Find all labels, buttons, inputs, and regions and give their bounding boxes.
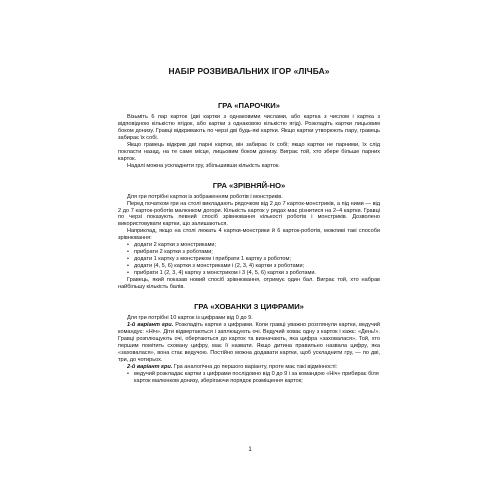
variant-text: Розкладіть картки з цифрами. Коли гравці уважно розглянули картки, ведучий командує: «Ніч». Діти відвертаються і заплющують очі. Ведучий ховає одну з карток і кажє: «День!». Гравці розплющують очі, обертаються до карток та визначають, яка цифра «заховалася». Той, хто першим помітить сховану цифру, має її назвати. Якщо дитина правильно назвала цифру, яка «заховалася», вона стає ведучою. Постійно можна додавати картки, щоб ускладнити гру, — по дві, три, до чотирьох.	[118, 321, 380, 363]
game-title-khovanky: ГРА «ХОВАНКИ З ЦИФРАМИ»	[194, 301, 304, 311]
paragraph: Візьміть 6 пар карток (дві картки з однаковими числами, або картка з числом і картка з відповідною кількістю ягідок, або картки з однаковою кількістю ягід). Розкладіть картки лицьовим боком донизу. Гравці відкривають по черзі дві будь-які картки. Якщо картки утворюють пару, гравець забирає їх собі.	[118, 114, 380, 141]
variant-text: Гра аналогічна до першого варіанту, проте має такі відмінності:	[173, 363, 338, 370]
variant-label: 1-й варіант гри.	[127, 321, 174, 328]
paragraph: Для гри потрібні 10 карток із цифрами від 0 до 9.	[127, 314, 253, 321]
paragraph	[118, 322, 380, 364]
list-item: • додати 2 картки з монстриками;	[127, 242, 380, 249]
paragraph: Якщо гравець відкрив дві парні картки, він забирає їх собі; якщо картки не парними, їх слід покласти назад, на те саме місце, лицьовим боком донизу. Виграє той, хто збере більше парних карток.	[118, 141, 380, 162]
game-title-parochky: ГРА «ПАРОЧКИ»	[218, 101, 280, 110]
paragraph	[118, 364, 380, 371]
list-item: • прибрати 2 картки з роботами;	[127, 249, 380, 256]
page-number: 1	[248, 447, 252, 453]
variant-label: 2-й варіант гри.	[127, 363, 173, 370]
page-title: НАБІР РОЗВИВАЛЬНИХ ІГОР «ЛІЧБА»	[168, 66, 330, 76]
paragraph: Для гри потрібні картки із зображенням роботів і монстриків.	[127, 193, 283, 200]
list-item: • ведучий розкладає картки з цифрами послідовно від 0 до 9 і за командою «Ніч» прибирає біля карток малюнком донизу, зберігаючи порядок розміщення карток;	[127, 371, 380, 385]
list-item: • прибрати 1 (2, 3, 4) картку з монстриком і 3 (4, 5, 6) картки з роботами.	[127, 270, 380, 277]
list-item: • додати (4, 5, 6) картки з монстриками і (2, 3, 4) картки з роботами;	[127, 263, 380, 270]
game-zrivnyai	[118, 181, 380, 291]
bullet-list	[118, 371, 380, 385]
paragraph: Гравець, який показав новий спосіб зрівнювання, отримує один бал. Виграє той, хто набрав найбільшу кількість балів.	[118, 277, 380, 291]
bullet-list	[118, 242, 380, 277]
paragraph: Надалі можна ускладнити гру, збільшивши кількість карток.	[127, 162, 280, 169]
game-title-zrivnyai: ГРА «ЗРІВНЯЙ-НО»	[212, 180, 286, 190]
page-content	[118, 66, 380, 396]
paragraph: Наприклад, якщо на столі лежать 4 картки-монстрики й 6 карток-роботів, можливі такі способи зрівнювання:	[118, 228, 380, 242]
game-parochky	[118, 101, 380, 170]
list-item: • додати 1 картку з монстриком і прибрати 1 картку з роботом;	[127, 256, 380, 263]
paragraph: Перед початком гри на столі викладають рядочком від 2 до 7 карток-монстриків, а під ними — від 2 до 7 карток-роботів малюнком догори. Кількість карток у рядах має різнитися на 2–4 картки. Гравці по черзі показують певний спосіб зрівнювання кількості роботів і монстриків. Дозволено використовувати картки, що залишаються.	[118, 200, 380, 228]
game-khovanky	[118, 302, 380, 385]
